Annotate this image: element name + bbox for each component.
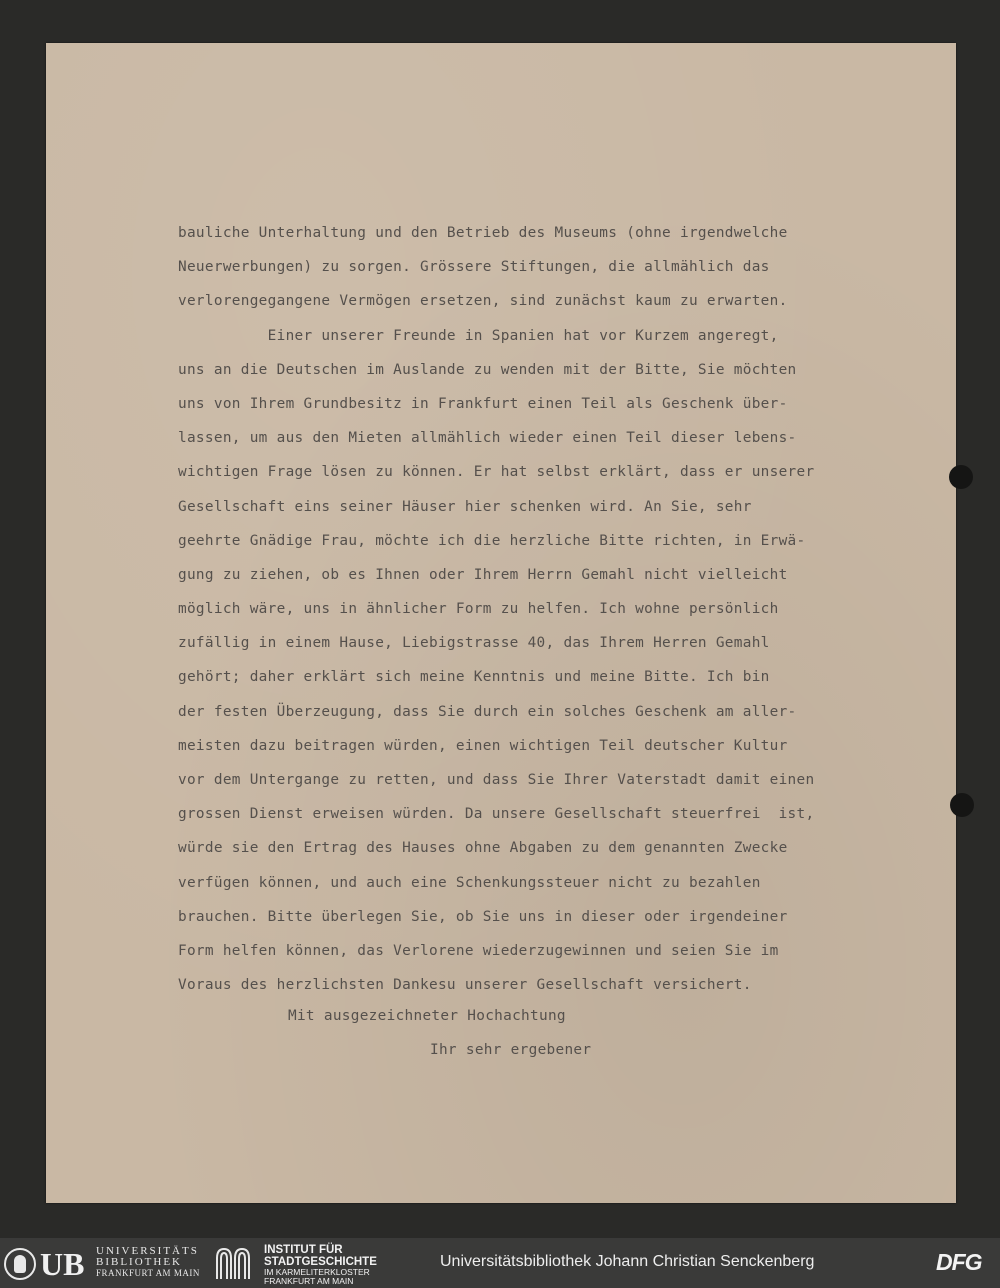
letter-line: zufällig in einem Hause, Liebigstrasse 40, das Ihrem Herren Gemahl	[178, 635, 770, 652]
letter-line: gehört; daher erklärt sich meine Kenntnis und meine Bitte. Ich bin	[178, 669, 770, 686]
letter-line: meisten dazu beitragen würden, einen wichtigen Teil deutscher Kultur	[178, 737, 788, 754]
letter-line: Form helfen können, das Verlorene wiederzugewinnen und seien Sie im	[178, 942, 779, 959]
letter-line: verlorengegangene Vermögen ersetzen, sind zunächst kaum zu erwarten.	[178, 293, 788, 310]
isg-arches-icon[interactable]	[214, 1246, 254, 1280]
letter-closing: Mit ausgezeichneter Hochachtung	[288, 1008, 566, 1024]
letter-line: geehrte Gnädige Frau, möchte ich die herzliche Bitte richten, in Erwä-	[178, 532, 806, 549]
isg-line: IM KARMELITERKLOSTER	[264, 1267, 370, 1277]
letter-line: Voraus des herzlichsten Dankesu unserer Gesellschaft versichert.	[178, 977, 752, 994]
ub-line: FRANKFURT AM MAIN	[96, 1268, 200, 1278]
isg-line: INSTITUT FÜR	[264, 1244, 343, 1256]
ub-logo-letters: UB	[40, 1246, 85, 1282]
isg-line: STADTGESCHICHTE	[264, 1256, 377, 1268]
letter-line: Einer unserer Freunde in Spanien hat vor Kurzem angeregt,	[178, 327, 779, 344]
ub-logo[interactable]	[4, 1246, 88, 1282]
ub-logo-text[interactable]	[96, 1246, 200, 1279]
footer-library-name[interactable]: Universitätsbibliothek Johann Christian Senckenberg	[440, 1253, 815, 1270]
letter-line: der festen Überzeugung, dass Sie durch ein solches Geschenk am aller-	[178, 703, 797, 720]
letter-line: brauchen. Bitte überlegen Sie, ob Sie uns in dieser oder irgendeiner	[178, 908, 788, 925]
letter-line: verfügen können, und auch eine Schenkungssteuer nicht zu bezahlen	[178, 874, 761, 891]
letter-line: möglich wäre, uns in ähnlicher Form zu helfen. Ich wohne persönlich	[178, 601, 779, 618]
isg-logo-text[interactable]	[264, 1244, 377, 1286]
letter-line: gung zu ziehen, ob es Ihnen oder Ihrem Herrn Gemahl nicht vielleicht	[178, 566, 788, 583]
letter-line: uns von Ihrem Grundbesitz in Frankfurt einen Teil als Geschenk über-	[178, 395, 788, 412]
letter-signoff: Ihr sehr ergebener	[430, 1042, 592, 1058]
dfg-logo[interactable]: DFG	[936, 1249, 982, 1275]
ub-line: BIBLIOTHEK	[96, 1256, 182, 1268]
isg-line: FRANKFURT AM MAIN	[264, 1276, 354, 1286]
footer-bar	[0, 1238, 1000, 1288]
ub-line: UNIVERSITÄTS	[96, 1245, 199, 1257]
letter-line: würde sie den Ertrag des Hauses ohne Abgaben zu dem genannten Zwecke	[178, 840, 788, 857]
letter-line: vor dem Untergange zu retten, und dass Sie Ihrer Vaterstadt damit einen	[178, 772, 815, 788]
seal-icon	[4, 1248, 36, 1280]
letter-line: Neuerwerbungen) zu sorgen. Grössere Stiftungen, die allmählich das	[178, 259, 770, 276]
letter-body	[178, 216, 958, 1002]
letter-line: lassen, um aus den Mieten allmählich wieder einen Teil dieser lebens-	[178, 430, 797, 447]
letter-line: bauliche Unterhaltung und den Betrieb des Museums (ohne irgendwelche	[178, 225, 788, 241]
letter-line: grossen Dienst erweisen würden. Da unsere Gesellschaft steuerfrei ist,	[178, 806, 815, 823]
letter-line: uns an die Deutschen im Auslande zu wenden mit der Bitte, Sie möchten	[178, 361, 797, 378]
letter-line: wichtigen Frage lösen zu können. Er hat selbst erklärt, dass er unserer	[178, 464, 815, 481]
letter-line: Gesellschaft eins seiner Häuser hier schenken wird. An Sie, sehr	[178, 498, 752, 515]
